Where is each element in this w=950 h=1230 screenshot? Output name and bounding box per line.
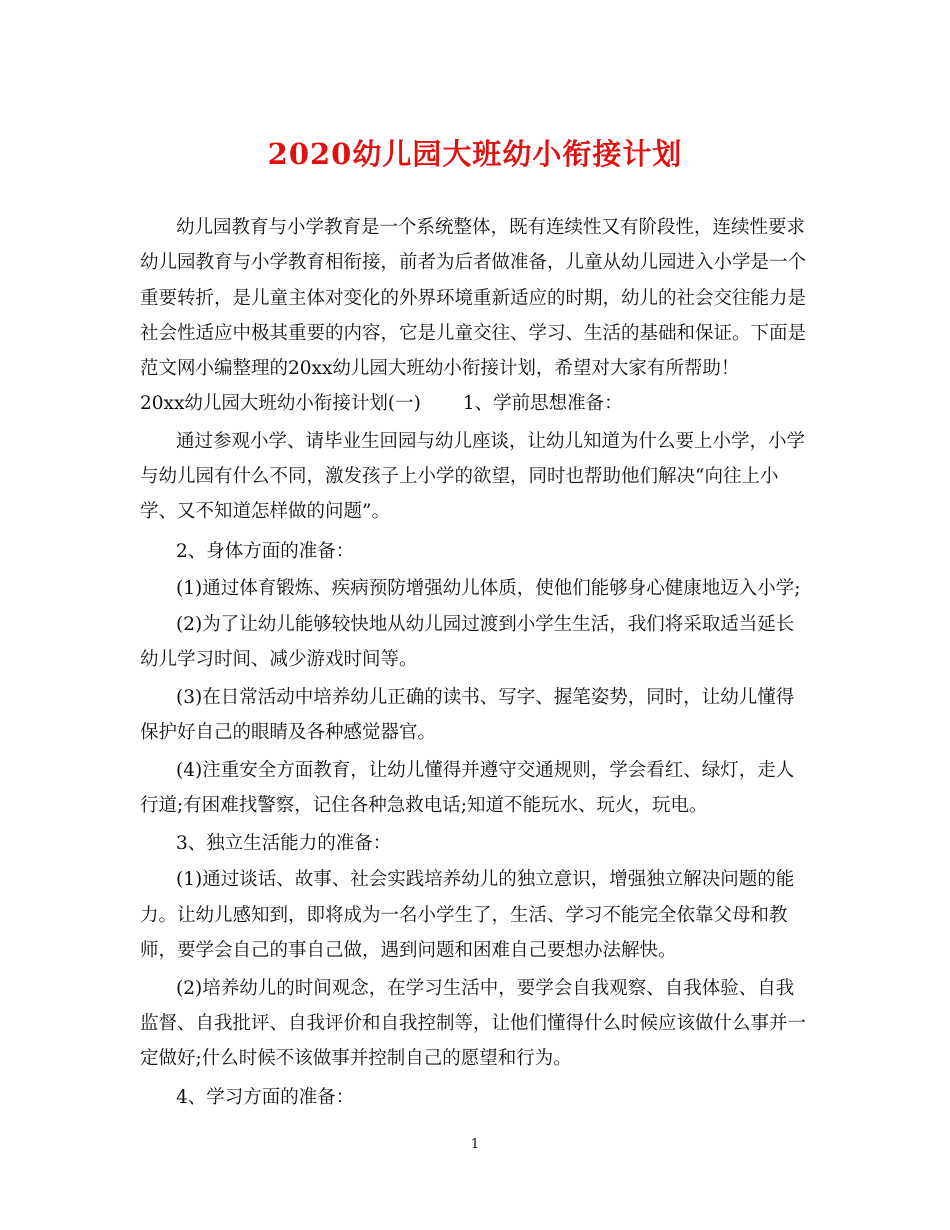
list-item-line: (2)为了让幼儿能够较快地从幼儿园过渡到小学生生活，我们将采取适当延长 <box>176 614 795 635</box>
section-heading: 2、身体方面的准备： <box>176 541 355 562</box>
paragraph-line: 通过参观小学、请毕业生回园与幼儿座谈，让幼儿知道为什么要上小学，小学 <box>176 431 806 452</box>
list-item-line: 定做好;什么时候不该做事并控制自己的愿望和行为。 <box>140 1048 572 1069</box>
paragraph-line: 社会性适应中极其重要的内容，它是儿童交往、学习、生活的基础和保证。下面是 <box>140 323 807 344</box>
list-item-line: (4)注重安全方面教育，让幼儿懂得并遵守交通规则，学会看红、绿灯，走人 <box>176 760 795 781</box>
section-heading: 3、独立生活能力的准备： <box>176 833 392 854</box>
page-number: 1 <box>470 1137 480 1152</box>
list-item-line: 力。让幼儿感知到，即将成为一名小学生了，生活、学习不能完全依靠父母和教 <box>140 905 788 926</box>
list-item-line: (1)通过体育锻炼、疾病预防增强幼儿体质，使他们能够身心健康地迈入小学; <box>176 578 801 599</box>
list-item-line: (3)在日常活动中培养幼儿正确的读书、写字、握笔姿势，同时，让幼儿懂得 <box>176 687 795 708</box>
document-title: 2020幼儿园大班幼小衔接计划 <box>267 137 683 171</box>
list-item-line: 师，要学会自己的事自己做，遇到问题和困难自己要想办法解快。 <box>140 940 677 961</box>
list-item-line: 保护好自己的眼睛及各种感觉器官。 <box>140 722 437 743</box>
section-heading: 4、学习方面的准备： <box>176 1087 355 1108</box>
list-item-line: 监督、自我批评、自我评价和自我控制等，让他们懂得什么时候应该做什么事并一 <box>140 1013 807 1034</box>
paragraph-line: 与幼儿园有什么不同，激发孩子上小学的欲望，同时也帮助他们解决“向往上小 <box>140 466 779 487</box>
section-heading-line <box>140 391 623 417</box>
plan-subtitle: 20xx幼儿园大班幼小衔接计划(一) <box>140 393 421 414</box>
paragraph-line: 学、又不知道怎样做的问题”。 <box>140 501 390 522</box>
list-item-line: 行道;有困难找警察，记住各种急救电话;知道不能玩水、玩火，玩电。 <box>140 795 708 816</box>
paragraph-line: 重要转折，是儿童主体对变化的外界环境重新适应的时期，幼儿的社会交往能力是 <box>140 288 807 309</box>
paragraph-line: 幼儿园教育与小学教育是一个系统整体，既有连续性又有阶段性，连续性要求 <box>176 217 806 238</box>
paragraph-line: 范文网小编整理的20xx幼儿园大班幼小衔接计划，希望对大家有所帮助！ <box>140 358 740 379</box>
list-item-line: (2)培养幼儿的时间观念，在学习生活中，要学会自我观察、自我体验、自我 <box>176 978 795 999</box>
list-item-line: 幼儿学习时间、减少游戏时间等。 <box>140 649 418 670</box>
list-item-line: (1)通过谈话、故事、社会实践培养幼儿的独立意识，增强独立解决问题的能 <box>176 869 795 890</box>
paragraph-line: 幼儿园教育与小学教育相衔接，前者为后者做准备，儿童从幼儿园进入小学是一个 <box>140 252 807 273</box>
section-heading: 1、学前思想准备： <box>462 393 623 414</box>
